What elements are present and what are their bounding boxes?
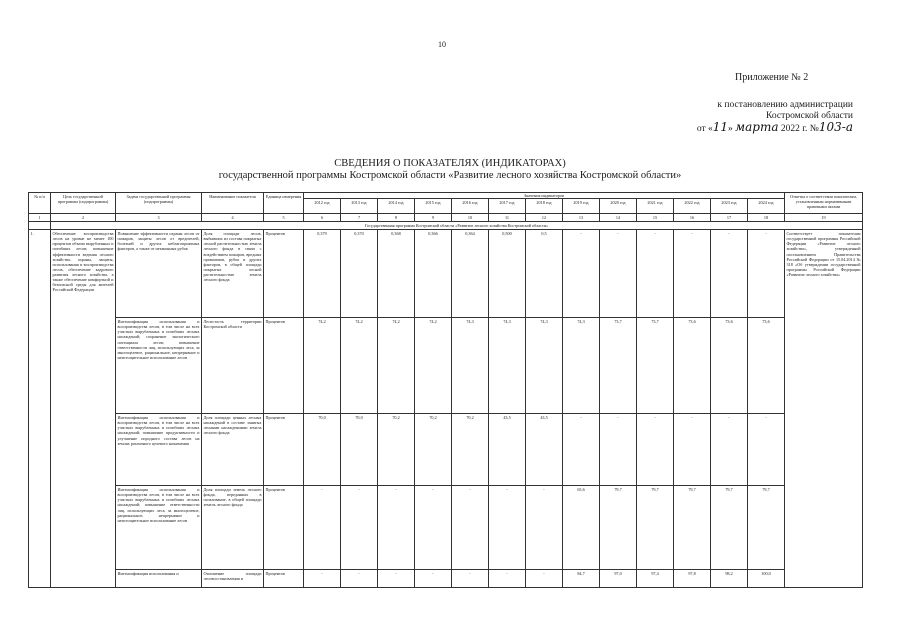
annex-title: Приложение № 2	[735, 72, 809, 83]
value-cell: -	[452, 570, 489, 588]
header-year: 2014 год	[378, 199, 415, 214]
value-cell: -	[304, 570, 341, 588]
value-cell: 0,366	[415, 230, 452, 318]
header-note: Отметка о соответствии показателям, установленным нормативными правовыми актами	[785, 193, 863, 214]
value-cell: -	[526, 570, 563, 588]
task-cell: Интенсификация использования и воспроизводства лесов, в том числе на всех участках вырубленных и погибших лесных насаждений; повышение ответственности лиц, использующих леса, за многоцелевое, рациональное, непрерывное и неистощительное использование лесов	[116, 486, 202, 570]
indicators-table	[28, 192, 863, 588]
header-year: 2013 год	[341, 199, 378, 214]
column-number: 4	[202, 214, 264, 222]
value-cell: 0,500	[489, 230, 526, 318]
value-cell: -	[341, 486, 378, 570]
decree-line-1: к постановлению администрации	[717, 100, 853, 110]
table-row	[29, 318, 863, 414]
value-cell: -	[489, 486, 526, 570]
value-cell: -	[674, 230, 711, 318]
value-cell: 97,8	[674, 570, 711, 588]
column-number: 11	[489, 214, 526, 222]
task-cell: Повышение эффективности охраны лесов от пожаров, защиты лесов от вредителей, болезней и других неблагоприятных факторов, а также от незаконных рубок	[116, 230, 202, 318]
indicator-cell: Отношение площади лесовосстановления и	[202, 570, 264, 588]
value-cell: 70,2	[452, 414, 489, 486]
unit-cell: Процентов	[264, 486, 304, 570]
value-cell: -	[637, 230, 674, 318]
column-number: 19	[785, 214, 863, 222]
handwritten-month: марта	[735, 120, 779, 134]
handwritten-day: 11	[712, 120, 729, 134]
handwritten-number: 103-а	[818, 120, 853, 134]
value-cell: -	[526, 486, 563, 570]
column-number: 5	[264, 214, 304, 222]
value-cell: 70,0	[341, 414, 378, 486]
value-cell: -	[415, 570, 452, 588]
task-cell: Интенсификация использования и воспроизводства лесов, в том числе на всех участках вырубленных и погибших лесных насаждений; сохранение экологического потенциала лесов; повышение ответственности лиц, использующих леса, за многоцелевое, рациональное, непрерывное и неистощительное использование лесов	[116, 318, 202, 414]
value-cell: 73,6	[711, 318, 748, 414]
column-number: 6	[304, 214, 341, 222]
indicator-cell: Доля площади ценных лесных насаждений в составе занятых лесными насаждениями земель лесного фонда	[202, 414, 264, 486]
date-mid: »	[728, 124, 733, 134]
value-cell: -	[452, 486, 489, 570]
value-cell: 0,5	[526, 230, 563, 318]
title-line-2: государственной программы Костромской области «Развитие лесного хозяйства Костромской области»	[218, 170, 682, 181]
decree-reference	[655, 100, 853, 135]
column-number: 10	[452, 214, 489, 222]
value-cell: 74,2	[415, 318, 452, 414]
header-goal: Цель государственной программы (подпрограммы)	[51, 193, 116, 214]
header-year: 2016 год	[452, 199, 489, 214]
column-number: 16	[674, 214, 711, 222]
document-title	[190, 158, 710, 182]
value-cell: 43,5	[489, 414, 526, 486]
column-number: 3	[116, 214, 202, 222]
table-row	[29, 570, 863, 588]
value-cell: 0,370	[341, 230, 378, 318]
value-cell: 97,0	[600, 570, 637, 588]
value-cell: -	[674, 414, 711, 486]
goal-cell: Обеспечение воспроизводства лесов на уровне не менее 100 процентов объема вырубленных и погибших лесов; повышение эффективности ведения лесного хозяйства, охраны, защиты, использования и воспроизводства лесов, обеспечение кадрового развития лесного хозяйства, а также обеспечение комфортной и безопасной среды для жителей Российской Федерации	[51, 230, 116, 588]
value-cell: -	[489, 570, 526, 588]
header-values-group: Значения индикаторов	[304, 193, 785, 199]
date-prefix: от «	[696, 124, 713, 134]
program-span-row	[29, 222, 863, 230]
value-cell: 74,2	[304, 318, 341, 414]
header-year: 2017 год	[489, 199, 526, 214]
header-year: 2020 год	[600, 199, 637, 214]
header-indicator: Наименование показателя	[202, 193, 264, 214]
header-year: 2015 год	[415, 199, 452, 214]
program-span-spacer	[29, 222, 51, 230]
decree-date-line	[655, 122, 853, 135]
value-cell: -	[748, 414, 785, 486]
value-cell: 79,7	[600, 486, 637, 570]
indicator-cell: Лесистость территории Костромской области	[202, 318, 264, 414]
header-year: 2024 год	[748, 199, 785, 214]
column-number: 18	[748, 214, 785, 222]
value-cell: -	[600, 230, 637, 318]
column-numbers-row	[29, 214, 863, 222]
value-cell: 73,7	[600, 318, 637, 414]
page-number: 10	[438, 40, 446, 49]
column-number: 7	[341, 214, 378, 222]
value-cell: -	[563, 230, 600, 318]
value-cell: 43,5	[526, 414, 563, 486]
value-cell: 70,2	[378, 414, 415, 486]
value-cell: 79,7	[748, 486, 785, 570]
header-year: 2018 год	[526, 199, 563, 214]
value-cell: -	[341, 570, 378, 588]
table-row	[29, 414, 863, 486]
value-cell: -	[304, 486, 341, 570]
column-number: 9	[415, 214, 452, 222]
value-cell: -	[711, 230, 748, 318]
value-cell: 100,0	[748, 570, 785, 588]
value-cell: 74,3	[563, 318, 600, 414]
task-cell: Интенсификация использования и	[116, 570, 202, 588]
value-cell: 79,7	[711, 486, 748, 570]
header-task: Задача государственной программы (подпрограммы)	[116, 193, 202, 214]
value-cell: 98,2	[711, 570, 748, 588]
title-line-1: СВЕДЕНИЯ О ПОКАЗАТЕЛЯХ (ИНДИКАТОРАХ)	[334, 158, 566, 169]
value-cell: -	[637, 414, 674, 486]
value-cell: 65,6	[563, 486, 600, 570]
unit-cell: Процентов	[264, 570, 304, 588]
value-cell: 73,6	[748, 318, 785, 414]
date-year: 2022 г. №	[780, 124, 819, 134]
indicator-cell: Доля площади земель лесного фонда, переданных в пользование, в общей площади земель лесного фонда	[202, 486, 264, 570]
column-number: 15	[637, 214, 674, 222]
header-year: 2022 год	[674, 199, 711, 214]
header-year: 2012 год	[304, 199, 341, 214]
value-cell: 70,2	[415, 414, 452, 486]
value-cell: 74,2	[341, 318, 378, 414]
value-cell: 73,6	[674, 318, 711, 414]
decree-line-2: Костромской области	[766, 111, 853, 121]
value-cell: 0,368	[378, 230, 415, 318]
value-cell: 74,3	[526, 318, 563, 414]
value-cell: 0,364	[452, 230, 489, 318]
column-number: 8	[378, 214, 415, 222]
value-cell: 0,379	[304, 230, 341, 318]
value-cell: -	[415, 486, 452, 570]
table-row	[29, 486, 863, 570]
value-cell: 70,0	[304, 414, 341, 486]
value-cell: -	[748, 230, 785, 318]
header-year: 2021 год	[637, 199, 674, 214]
column-number: 14	[600, 214, 637, 222]
header-unit: Единица измерения	[264, 193, 304, 214]
value-cell: 74,3	[489, 318, 526, 414]
header-year: 2019 год	[563, 199, 600, 214]
note-cell: Соответствует показателям государственной программы Российской Федерации «Развитие лесного хозяйства», утвержденной постановлением Правительства Российской Федерации от 15.04.2014 № 318 «Об утверждении государственной программы Российской Федерации «Развитие лесного хозяйства»	[785, 230, 863, 588]
task-cell: Интенсификация использования и воспроизводства лесов, в том числе на всех участках вырубленных и погибших лесных насаждений; повышение продуктивности и улучшение породного состава лесов на землях различного целевого назначения	[116, 414, 202, 486]
column-number: 2	[51, 214, 116, 222]
value-cell: 79,7	[637, 486, 674, 570]
value-cell: -	[600, 414, 637, 486]
value-cell: 79,7	[674, 486, 711, 570]
value-cell: 74,3	[452, 318, 489, 414]
program-span-title: Государственная программа Костромской области «Развитие лесного хозяйства Костромской области»	[51, 222, 863, 230]
unit-cell: Процентов	[264, 414, 304, 486]
column-number: 1	[29, 214, 51, 222]
indicator-cell: Доля площади лесов, выбывших из состава покрытых лесной растительностью земель лесного фонда в связи с воздействием пожаров, вредных организмов, рубок и других факторов, в общей площади покрытых лесной растительностью земель лесного фонда	[202, 230, 264, 318]
header-num: № п/п	[29, 193, 51, 214]
value-cell: -	[711, 414, 748, 486]
column-number: 12	[526, 214, 563, 222]
value-cell: -	[378, 570, 415, 588]
value-cell: 97,4	[637, 570, 674, 588]
row-num: 1.	[29, 230, 51, 588]
column-number: 17	[711, 214, 748, 222]
value-cell: 74,2	[378, 318, 415, 414]
value-cell: -	[378, 486, 415, 570]
value-cell: -	[563, 414, 600, 486]
value-cell: 73,7	[637, 318, 674, 414]
unit-cell: Процентов	[264, 230, 304, 318]
column-number: 13	[563, 214, 600, 222]
unit-cell: Процентов	[264, 318, 304, 414]
header-year: 2023 год	[711, 199, 748, 214]
table-row	[29, 230, 863, 318]
value-cell: 84,7	[563, 570, 600, 588]
